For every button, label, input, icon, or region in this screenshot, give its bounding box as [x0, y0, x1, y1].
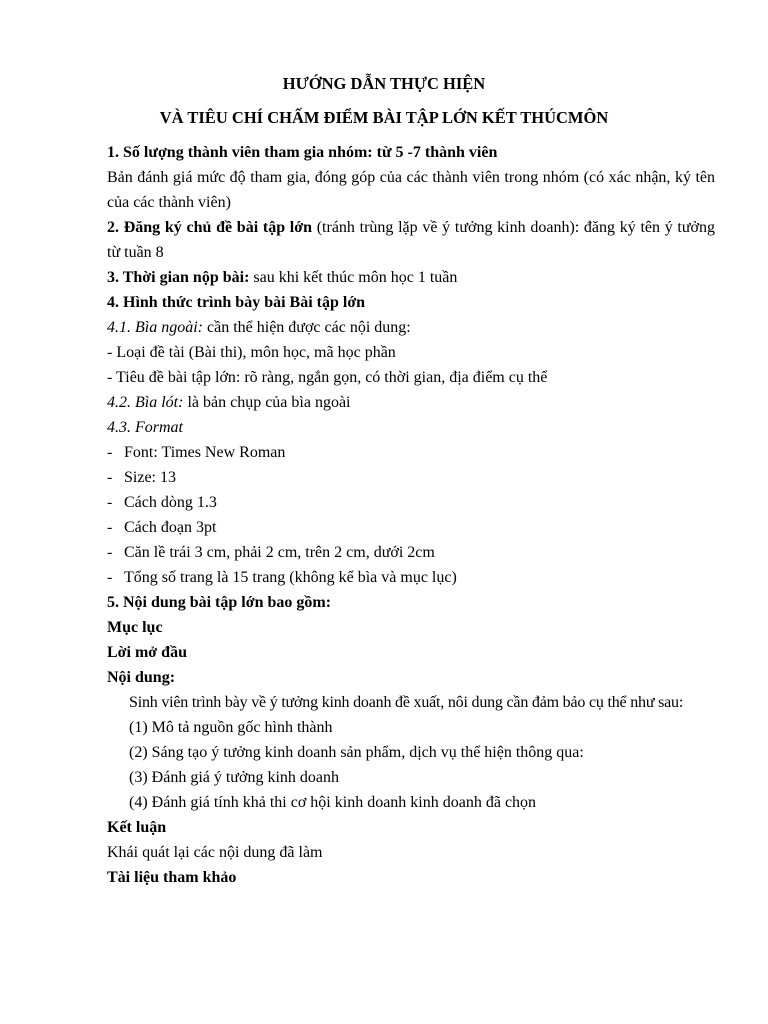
muc-luc-heading: Mục lục [107, 619, 163, 636]
tai-lieu-heading: Tài liệu tham khảo [107, 869, 237, 886]
list-item: (2) Sáng tạo ý tưởng kinh doanh sản phẩm, dịch vụ thể hiện thông qua: [129, 744, 584, 761]
section-5-heading: 5. Nội dung bài tập lớn bao gồm: [107, 594, 332, 611]
format-item: - Size: 13 [107, 469, 176, 486]
format-item: - Tổng số trang là 15 trang (không kể bìa và mục lục) [107, 569, 457, 586]
section-4-2 [107, 390, 715, 415]
section-4-1 [107, 315, 715, 340]
list-item: (1) Mô tả nguồn gốc hình thành [129, 719, 333, 736]
section-4-3-label: 4.3. Format [107, 419, 183, 436]
list-item: (4) Đánh giá tính khả thi cơ hội kinh doanh kinh doanh đã chọn [129, 794, 537, 811]
title-line-2: VÀ TIÊU CHÍ CHẤM ĐIỂM BÀI TẬP LỚN KẾT THÚCMÔN [159, 108, 609, 127]
list-item: - Tiêu đề bài tập lớn: rõ ràng, ngắn gọn, có thời gian, địa điểm cụ thể [107, 369, 548, 386]
section-4-1-text: cần thể hiện được các nội dung: [203, 319, 411, 336]
section-4-2-label: 4.2. Bìa lót: [107, 394, 184, 411]
document-body [107, 140, 715, 890]
format-item: - Cách dòng 1.3 [107, 494, 217, 511]
list-item: - Loại đề tài (Bài thi), môn học, mã học phần [107, 344, 396, 361]
ket-luan-text: Khái quát lại các nội dung đã làm [107, 844, 323, 861]
section-1-text: Bản đánh giá mức độ tham gia, đóng góp của các thành viên trong nhóm (có xác nhận, ký tên của các thành viên) [107, 169, 715, 211]
loi-mo-dau-heading: Lời mở đầu [107, 644, 187, 661]
noi-dung-heading: Nội dung: [107, 669, 176, 686]
format-item: - Cách đoạn 3pt [107, 519, 217, 536]
section-4-2-text: là bản chụp của bìa ngoài [183, 394, 351, 411]
section-3-text: sau khi kết thúc môn học 1 tuần [249, 269, 458, 286]
section-1-heading: 1. Số lượng thành viên tham gia nhóm: từ 5 -7 thành viên [107, 144, 498, 161]
section-4-heading: 4. Hình thức trình bày bài Bài tập lớn [107, 294, 366, 311]
noi-dung-intro: Sinh viên trình bày về ý tưởng kinh doanh đề xuất, nôi dung cần đảm bảo cụ thể như sau: [129, 694, 684, 711]
section-3-heading: 3. Thời gian nộp bài: [107, 269, 250, 286]
format-item: - Căn lề trái 3 cm, phải 2 cm, trên 2 cm, dưới 2cm [107, 544, 435, 561]
section-4-1-label: 4.1. Bìa ngoài: [107, 319, 203, 336]
ket-luan-heading: Kết luận [107, 819, 167, 836]
list-item: (3) Đánh giá ý tưởng kinh doanh [129, 769, 339, 786]
title-line-1: HƯỚNG DẪN THỰC HIỆN [282, 74, 486, 93]
format-item: - Font: Times New Roman [107, 444, 286, 461]
section-3 [107, 265, 715, 290]
section-2-text: (tránh trùng lặp về ý tưởng kinh doanh): đăng ký tên ý tưởng từ tuần 8 [107, 219, 715, 261]
section-2-heading: 2. Đăng ký chủ đề bài tập lớn [107, 219, 312, 236]
section-2 [107, 215, 715, 265]
